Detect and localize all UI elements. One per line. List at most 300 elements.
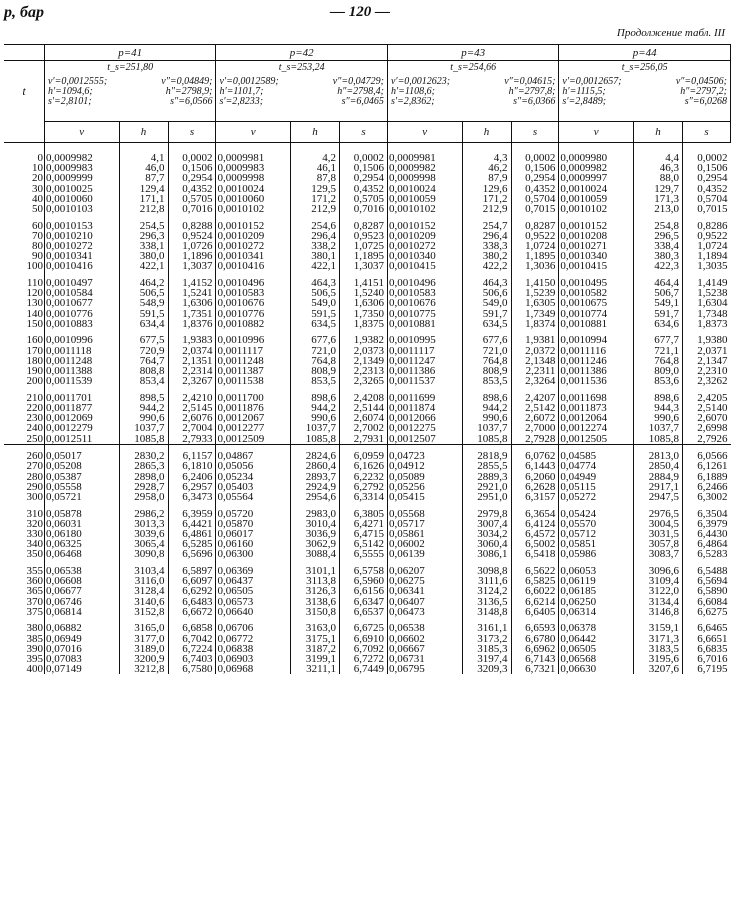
s-cell: 1,1896: [168, 251, 216, 261]
h-cell: 1085,8: [462, 434, 511, 445]
temperature-cell: 20: [31, 172, 43, 185]
v-cell: 0,06903: [216, 654, 291, 664]
h-cell: 1037,7: [462, 423, 511, 433]
v-cell: 0,07083: [44, 654, 119, 664]
v-cell: 0,06795: [387, 664, 462, 674]
h-cell: 3136,5: [462, 597, 511, 607]
h-cell: 2884,9: [633, 472, 682, 482]
h-cell: 2898,0: [119, 472, 168, 482]
h-cell: 3209,3: [462, 664, 511, 674]
sat-h-prime: h′=1115,5;: [562, 86, 606, 97]
s-cell: 1,9382: [340, 335, 388, 345]
v-cell: 0,06437: [216, 576, 291, 586]
s-cell: 1,5240: [340, 288, 388, 298]
saturation-properties: [387, 77, 558, 122]
v-cell: 0,04585: [559, 451, 634, 461]
h-cell: 677,6: [462, 335, 511, 345]
saturation-properties: [216, 77, 387, 122]
h-cell: 3199,1: [291, 654, 340, 664]
s-cell: 6,2466: [682, 482, 730, 492]
h-cell: 634,4: [119, 319, 168, 329]
h-cell: 1037,7: [291, 423, 340, 433]
s-cell: 6,2792: [340, 482, 388, 492]
sat-h-prime: h′=1108,6;: [390, 86, 435, 97]
s-cell: 2,2313: [340, 366, 388, 376]
h-cell: 721,0: [462, 346, 511, 356]
s-cell: 0,5705: [168, 194, 216, 204]
v-cell: 0,0012505: [559, 434, 634, 445]
temperature-cell: 190: [26, 365, 43, 378]
s-cell: 1,8375: [340, 319, 388, 329]
v-cell: 0,0010102: [387, 204, 462, 214]
h-cell: 506,7: [633, 288, 682, 298]
h-cell: 2947,5: [633, 492, 682, 502]
h-cell: 380,2: [462, 251, 511, 261]
h-cell: 4,1: [119, 153, 168, 163]
h-cell: 129,5: [291, 184, 340, 194]
h-cell: 3103,4: [119, 566, 168, 576]
s-cell: 6,6275: [682, 607, 730, 617]
v-cell: 0,0012066: [387, 413, 462, 423]
s-cell: 0,2954: [511, 173, 559, 183]
v-cell: 0,0011876: [216, 403, 291, 413]
temperature-cell: 375: [26, 605, 43, 618]
temperature-cell: 250: [26, 432, 43, 445]
h-cell: 853,4: [119, 376, 168, 386]
temperature-cell: 385: [26, 632, 43, 645]
h-cell: 3177,0: [119, 634, 168, 644]
h-cell: 2893,7: [291, 472, 340, 482]
temperature-cell: 60: [31, 219, 43, 232]
sat-s-double-prime: s″=6,0268: [684, 96, 727, 107]
h-cell: 3138,6: [291, 597, 340, 607]
h-cell: 296,5: [633, 231, 682, 241]
v-cell: 0,05870: [216, 519, 291, 529]
s-cell: 2,2311: [511, 366, 559, 376]
s-cell: 6,6084: [682, 597, 730, 607]
h-cell: 634,5: [462, 319, 511, 329]
h-cell: 3148,8: [462, 607, 511, 617]
v-cell: 0,05208: [44, 461, 119, 471]
h-cell: 254,8: [633, 221, 682, 231]
s-cell: 1,5238: [682, 288, 730, 298]
temperature-cell: 130: [26, 297, 43, 310]
h-cell: 506,5: [119, 288, 168, 298]
s-cell: 2,0373: [340, 346, 388, 356]
h-cell: 2986,2: [119, 509, 168, 519]
h-cell: 3152,8: [119, 607, 168, 617]
v-cell: 0,0009982: [387, 163, 462, 173]
h-cell: 2855,5: [462, 461, 511, 471]
temperature-cell: 120: [26, 287, 43, 300]
h-cell: 3195,6: [633, 654, 682, 664]
h-cell: 3010,4: [291, 519, 340, 529]
h-cell: 2917,1: [633, 482, 682, 492]
h-cell: 87,8: [291, 173, 340, 183]
h-cell: 46,0: [119, 163, 168, 173]
v-cell: 0,06314: [559, 607, 634, 617]
v-cell: 0,0010584: [44, 288, 119, 298]
h-cell: 549,0: [462, 298, 511, 308]
h-cell: 171,2: [291, 194, 340, 204]
h-cell: 3007,4: [462, 519, 511, 529]
s-cell: 6,4430: [682, 529, 730, 539]
h-cell: 990,6: [119, 413, 168, 423]
sat-s-double-prime: s″=6,0366: [513, 96, 556, 107]
h-cell: 3183,5: [633, 644, 682, 654]
v-cell: 0,0010996: [44, 335, 119, 345]
h-cell: 422,3: [633, 261, 682, 271]
s-cell: 6,3979: [682, 519, 730, 529]
s-cell: 1,1895: [340, 251, 388, 261]
v-cell: 0,06608: [44, 576, 119, 586]
s-cell: 6,0959: [340, 451, 388, 461]
h-cell: 254,6: [291, 221, 340, 231]
s-cell: 6,3002: [682, 492, 730, 502]
h-cell: 3101,1: [291, 566, 340, 576]
table-body: [4, 143, 731, 675]
v-cell: 0,06667: [387, 644, 462, 654]
saturation-temperature: t_s=256,05: [559, 61, 731, 78]
s-cell: 6,6651: [682, 634, 730, 644]
v-cell: 0,0010341: [216, 251, 291, 261]
s-cell: 1,6304: [682, 298, 730, 308]
v-cell: 0,0011874: [387, 403, 462, 413]
s-cell: 0,9522: [682, 231, 730, 241]
s-cell: 6,5890: [682, 586, 730, 596]
s-column-header: s: [682, 122, 730, 143]
h-cell: 3197,4: [462, 654, 511, 664]
s-cell: 2,6070: [682, 413, 730, 423]
s-cell: 2,5145: [168, 403, 216, 413]
v-cell: 0,06031: [44, 519, 119, 529]
pressure-header: p=43: [387, 45, 558, 61]
v-cell: 0,0011698: [559, 393, 634, 403]
h-cell: 464,3: [462, 278, 511, 288]
h-cell: 2983,0: [291, 509, 340, 519]
v-cell: 0,0009998: [216, 173, 291, 183]
v-cell: 0,05720: [216, 509, 291, 519]
v-cell: 0,06772: [216, 634, 291, 644]
temperature-cell: 10: [31, 162, 43, 175]
s-cell: 6,5696: [168, 549, 216, 559]
s-cell: 0,0002: [340, 153, 388, 163]
v-cell: 0,06538: [387, 623, 462, 633]
h-cell: 3175,1: [291, 634, 340, 644]
temperature-cell: 240: [26, 422, 43, 435]
temperature-cell: 380: [26, 622, 43, 635]
h-cell: 548,9: [119, 298, 168, 308]
sat-v-double-prime: v″=0,04506;: [675, 76, 727, 87]
steam-properties-table: [4, 44, 731, 674]
temperature-cell: 260: [26, 450, 43, 463]
saturation-temperature: t_s=254,66: [387, 61, 558, 78]
h-cell: 338,4: [633, 241, 682, 251]
sat-s-prime: s′=2,8362;: [390, 96, 435, 107]
v-cell: 0,05851: [559, 539, 634, 549]
v-cell: 0,06442: [559, 634, 634, 644]
v-column-header: v: [216, 122, 291, 143]
s-cell: 6,2628: [511, 482, 559, 492]
sat-v-double-prime: v″=0,04849;: [161, 76, 213, 87]
h-cell: 212,9: [462, 204, 511, 214]
h-cell: 3013,3: [119, 519, 168, 529]
pressure-header: p=42: [216, 45, 387, 61]
h-cell: 3086,1: [462, 549, 511, 559]
s-cell: 6,4572: [511, 529, 559, 539]
h-cell: 944,3: [633, 403, 682, 413]
v-cell: 0,06968: [216, 664, 291, 674]
s-cell: 2,1351: [168, 356, 216, 366]
v-cell: 0,05256: [387, 482, 462, 492]
s-cell: 1,9381: [511, 335, 559, 345]
h-cell: 944,2: [462, 403, 511, 413]
s-column-header: s: [340, 122, 388, 143]
s-cell: 6,6593: [511, 623, 559, 633]
h-cell: 46,1: [291, 163, 340, 173]
v-cell: 0,0010208: [559, 231, 634, 241]
h-cell: 2889,3: [462, 472, 511, 482]
v-cell: 0,06468: [44, 549, 119, 559]
units-label: p, бар: [4, 4, 44, 21]
s-cell: 6,1810: [168, 461, 216, 471]
v-cell: 0,06002: [387, 539, 462, 549]
temperature-cell: 365: [26, 585, 43, 598]
s-cell: 0,1506: [168, 163, 216, 173]
s-cell: 6,6465: [682, 623, 730, 633]
temperature-cell: 150: [26, 317, 43, 330]
v-cell: 0,0010497: [44, 278, 119, 288]
h-cell: 422,1: [291, 261, 340, 271]
s-cell: 6,6725: [340, 623, 388, 633]
v-cell: 0,0011117: [216, 346, 291, 356]
table-row: [4, 549, 731, 559]
s-cell: 6,2406: [168, 472, 216, 482]
v-cell: 0,0009982: [44, 153, 119, 163]
h-cell: 677,7: [633, 335, 682, 345]
v-cell: 0,0010995: [387, 335, 462, 345]
h-cell: 1037,7: [119, 423, 168, 433]
v-cell: 0,0010340: [387, 251, 462, 261]
v-cell: 0,0010415: [387, 261, 462, 271]
h-cell: 3039,6: [119, 529, 168, 539]
h-cell: 898,6: [291, 393, 340, 403]
v-cell: 0,0009980: [559, 153, 634, 163]
s-cell: 6,1626: [340, 461, 388, 471]
v-cell: 0,06378: [559, 623, 634, 633]
v-cell: 0,05568: [387, 509, 462, 519]
h-cell: 3083,7: [633, 549, 682, 559]
h-cell: 4,4: [633, 153, 682, 163]
s-cell: 6,0566: [682, 451, 730, 461]
v-cell: 0,0010776: [44, 309, 119, 319]
s-cell: 0,4352: [168, 184, 216, 194]
h-cell: 720,9: [119, 346, 168, 356]
h-cell: 990,6: [633, 413, 682, 423]
sat-v-prime: v′=0,0012623;: [390, 76, 451, 87]
v-cell: 0,06602: [387, 634, 462, 644]
s-cell: 6,6672: [168, 607, 216, 617]
temperature-cell: 360: [26, 575, 43, 588]
s-cell: 1,4152: [168, 278, 216, 288]
h-column-header: h: [633, 122, 682, 143]
h-cell: 3096,6: [633, 566, 682, 576]
s-cell: 2,3264: [511, 376, 559, 386]
s-cell: 2,7004: [168, 423, 216, 433]
v-cell: 0,0010676: [216, 298, 291, 308]
v-cell: 0,0010103: [44, 204, 119, 214]
s-cell: 2,7000: [511, 423, 559, 433]
v-cell: 0,0010102: [559, 204, 634, 214]
s-cell: 0,0002: [511, 153, 559, 163]
s-cell: 6,5285: [168, 539, 216, 549]
h-cell: 3065,4: [119, 539, 168, 549]
h-cell: 2951,0: [462, 492, 511, 502]
v-cell: 0,0011536: [559, 376, 634, 386]
h-cell: 506,5: [291, 288, 340, 298]
v-cell: 0,0010774: [559, 309, 634, 319]
v-cell: 0,0010210: [44, 231, 119, 241]
v-cell: 0,0011388: [44, 366, 119, 376]
temperature-cell: 355: [26, 565, 43, 578]
h-cell: 2976,5: [633, 509, 682, 519]
h-cell: 422,1: [119, 261, 168, 271]
h-cell: 3036,9: [291, 529, 340, 539]
s-cell: 0,7016: [340, 204, 388, 214]
h-cell: 3111,6: [462, 576, 511, 586]
s-cell: 1,7349: [511, 309, 559, 319]
s-cell: 6,3654: [511, 509, 559, 519]
v-cell: 0,0010059: [387, 194, 462, 204]
h-cell: 898,6: [633, 393, 682, 403]
sat-v-prime: v′=0,0012589;: [219, 76, 279, 87]
h-cell: 296,3: [119, 231, 168, 241]
s-cell: 0,4352: [682, 184, 730, 194]
v-cell: 0,0011386: [559, 366, 634, 376]
temperature-cell: 230: [26, 412, 43, 425]
v-cell: 0,05056: [216, 461, 291, 471]
v-cell: 0,0012509: [216, 434, 291, 445]
v-cell: 0,05717: [387, 519, 462, 529]
h-cell: 1037,7: [633, 423, 682, 433]
table-continuation-label: Продолжение табл. III: [616, 27, 725, 39]
v-cell: 0,0010416: [216, 261, 291, 271]
h-cell: 2958,0: [119, 492, 168, 502]
v-cell: 0,06185: [559, 586, 634, 596]
s-cell: 6,6780: [511, 634, 559, 644]
v-cell: 0,05986: [559, 549, 634, 559]
v-cell: 0,06630: [559, 664, 634, 674]
h-cell: 3159,1: [633, 623, 682, 633]
s-cell: 1,1894: [682, 251, 730, 261]
pressure-header: p=44: [559, 45, 731, 61]
h-cell: 764,8: [462, 356, 511, 366]
s-cell: 6,5418: [511, 549, 559, 559]
v-cell: 0,0010209: [216, 231, 291, 241]
s-cell: 1,7348: [682, 309, 730, 319]
v-cell: 0,0010583: [216, 288, 291, 298]
saturation-properties: [559, 77, 731, 122]
s-cell: 0,5704: [682, 194, 730, 204]
s-cell: 6,5622: [511, 566, 559, 576]
v-cell: 0,0011118: [44, 346, 119, 356]
s-cell: 1,0724: [511, 241, 559, 251]
v-cell: 0,06180: [44, 529, 119, 539]
v-cell: 0,0012279: [44, 423, 119, 433]
v-cell: 0,0010060: [216, 194, 291, 204]
h-cell: 380,1: [291, 251, 340, 261]
h-cell: 3140,6: [119, 597, 168, 607]
v-cell: 0,0010883: [44, 319, 119, 329]
s-cell: 0,5705: [340, 194, 388, 204]
saturation-temperature: t_s=253,24: [216, 61, 387, 78]
v-cell: 0,0011538: [216, 376, 291, 386]
h-cell: 2924,9: [291, 482, 340, 492]
s-cell: 1,5241: [168, 288, 216, 298]
s-cell: 2,5142: [511, 403, 559, 413]
s-cell: 6,6483: [168, 597, 216, 607]
sat-s-double-prime: s″=6,0465: [341, 96, 384, 107]
v-cell: 0,0010272: [44, 241, 119, 251]
page-number: — 120 —: [330, 4, 390, 20]
sat-v-double-prime: v″=0,04729;: [332, 76, 384, 87]
h-cell: 464,2: [119, 278, 168, 288]
s-cell: 1,4149: [682, 278, 730, 288]
s-cell: 2,6072: [511, 413, 559, 423]
sat-h-double-prime: h″=2798,9;: [165, 86, 213, 97]
s-cell: 2,4205: [682, 393, 730, 403]
s-cell: 6,7580: [168, 664, 216, 674]
h-cell: 2979,8: [462, 509, 511, 519]
v-cell: 0,06207: [387, 566, 462, 576]
v-cell: 0,06369: [216, 566, 291, 576]
v-cell: 0,0011877: [44, 403, 119, 413]
v-cell: 0,0009998: [387, 173, 462, 183]
table-row: [4, 664, 731, 674]
temperature-cell: 110: [26, 277, 43, 290]
h-cell: 46,2: [462, 163, 511, 173]
h-cell: 3031,5: [633, 529, 682, 539]
temperature-cell: 370: [26, 595, 43, 608]
v-column-header: v: [387, 122, 462, 143]
v-cell: 0,0010496: [387, 278, 462, 288]
h-cell: 2830,2: [119, 451, 168, 461]
temperature-cell: 170: [26, 344, 43, 357]
h-cell: 3161,1: [462, 623, 511, 633]
v-cell: 0,0010272: [387, 241, 462, 251]
h-cell: 46,3: [633, 163, 682, 173]
h-cell: 3189,0: [119, 644, 168, 654]
h-cell: 2860,4: [291, 461, 340, 471]
v-cell: 0,0009982: [559, 163, 634, 173]
v-cell: 0,06505: [216, 586, 291, 596]
s-cell: 0,4352: [340, 184, 388, 194]
s-cell: 6,5694: [682, 576, 730, 586]
temperature-cell: 180: [26, 354, 43, 367]
h-cell: 464,4: [633, 278, 682, 288]
v-cell: 0,0010341: [44, 251, 119, 261]
v-cell: 0,06300: [216, 549, 291, 559]
s-cell: 6,1443: [511, 461, 559, 471]
temperature-cell: 280: [26, 470, 43, 483]
s-cell: 1,6306: [340, 298, 388, 308]
table-row: [4, 492, 731, 502]
v-cell: 0,06160: [216, 539, 291, 549]
s-cell: 6,2060: [511, 472, 559, 482]
h-cell: 3098,8: [462, 566, 511, 576]
v-cell: 0,0010676: [387, 298, 462, 308]
temperature-cell: 100: [26, 260, 43, 273]
